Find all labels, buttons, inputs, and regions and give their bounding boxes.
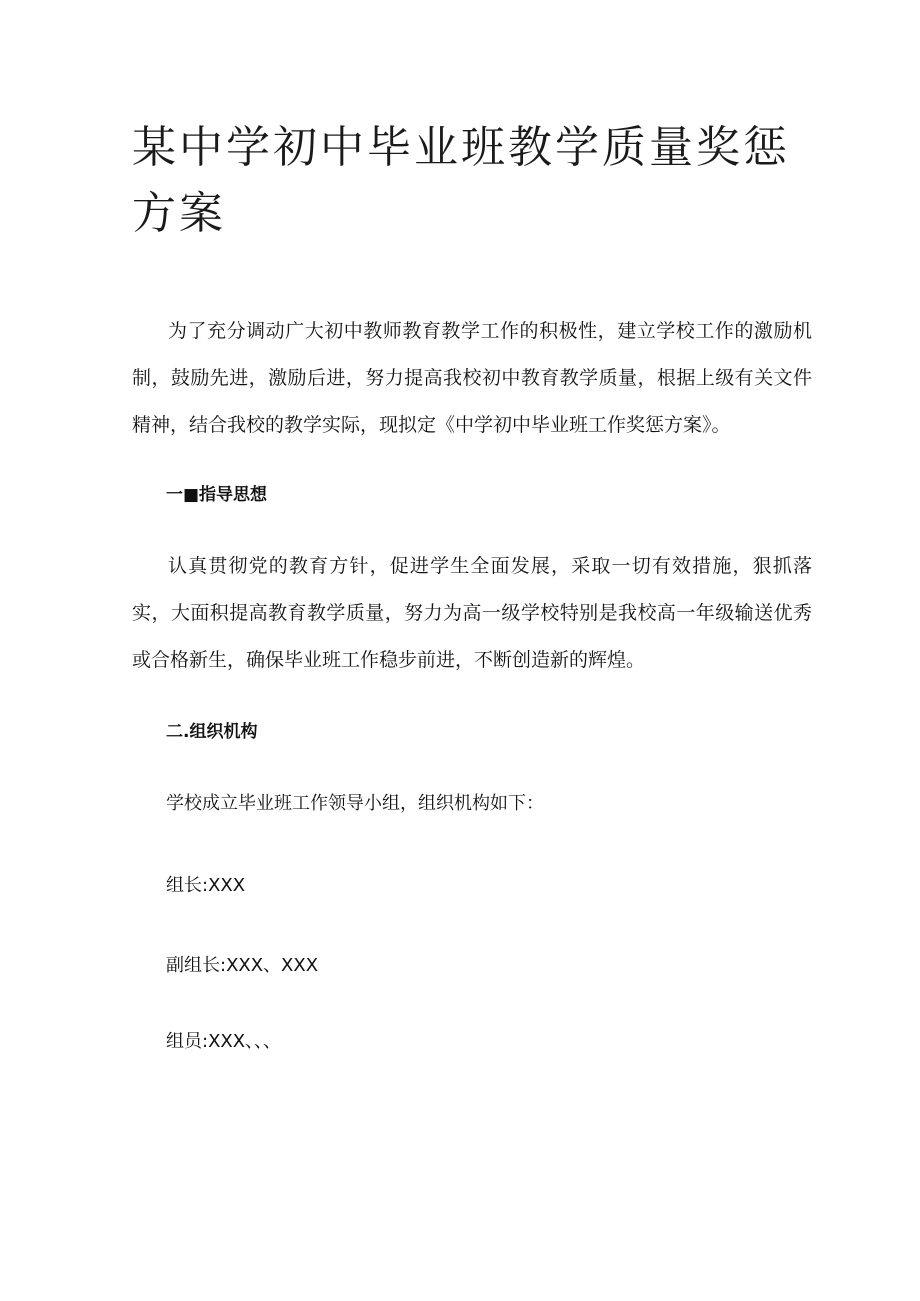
section-heading-guiding-thought: 一■指导思想 <box>166 485 268 505</box>
guiding-thought-paragraph: 认真贯彻党的教育方针，促进学生全面发展，采取一切有效措施，狠抓落实，大面积提高教育教学质量，努力为高一级学校特别是我校高一年级输送优秀或合格新生，确保毕业班工作稳步前进，不断创造新的辉煌。 <box>132 555 812 671</box>
group-leader-line: 组长:XXX <box>166 875 246 896</box>
section-heading-organization: 二.组织机构 <box>166 722 258 742</box>
intro-paragraph: 为了充分调动广大初中教师教育教学工作的积极性，建立学校工作的激励机制，鼓励先进，激励后进，努力提高我校初中教育教学质量，根据上级有关文件精神，结合我校的教学实际，现拟定《中学初中毕业班工作奖惩方案》。 <box>132 320 812 436</box>
deputy-leader-line: 副组长:XXX、XXX <box>166 955 319 976</box>
organization-intro: 学校成立毕业班工作领导小组，组织机构如下： <box>166 793 544 814</box>
group-members-line: 组员:XXX、、、 <box>166 1031 282 1052</box>
document-title: 某中学初中毕业班教学质量奖惩方案 <box>132 122 790 239</box>
